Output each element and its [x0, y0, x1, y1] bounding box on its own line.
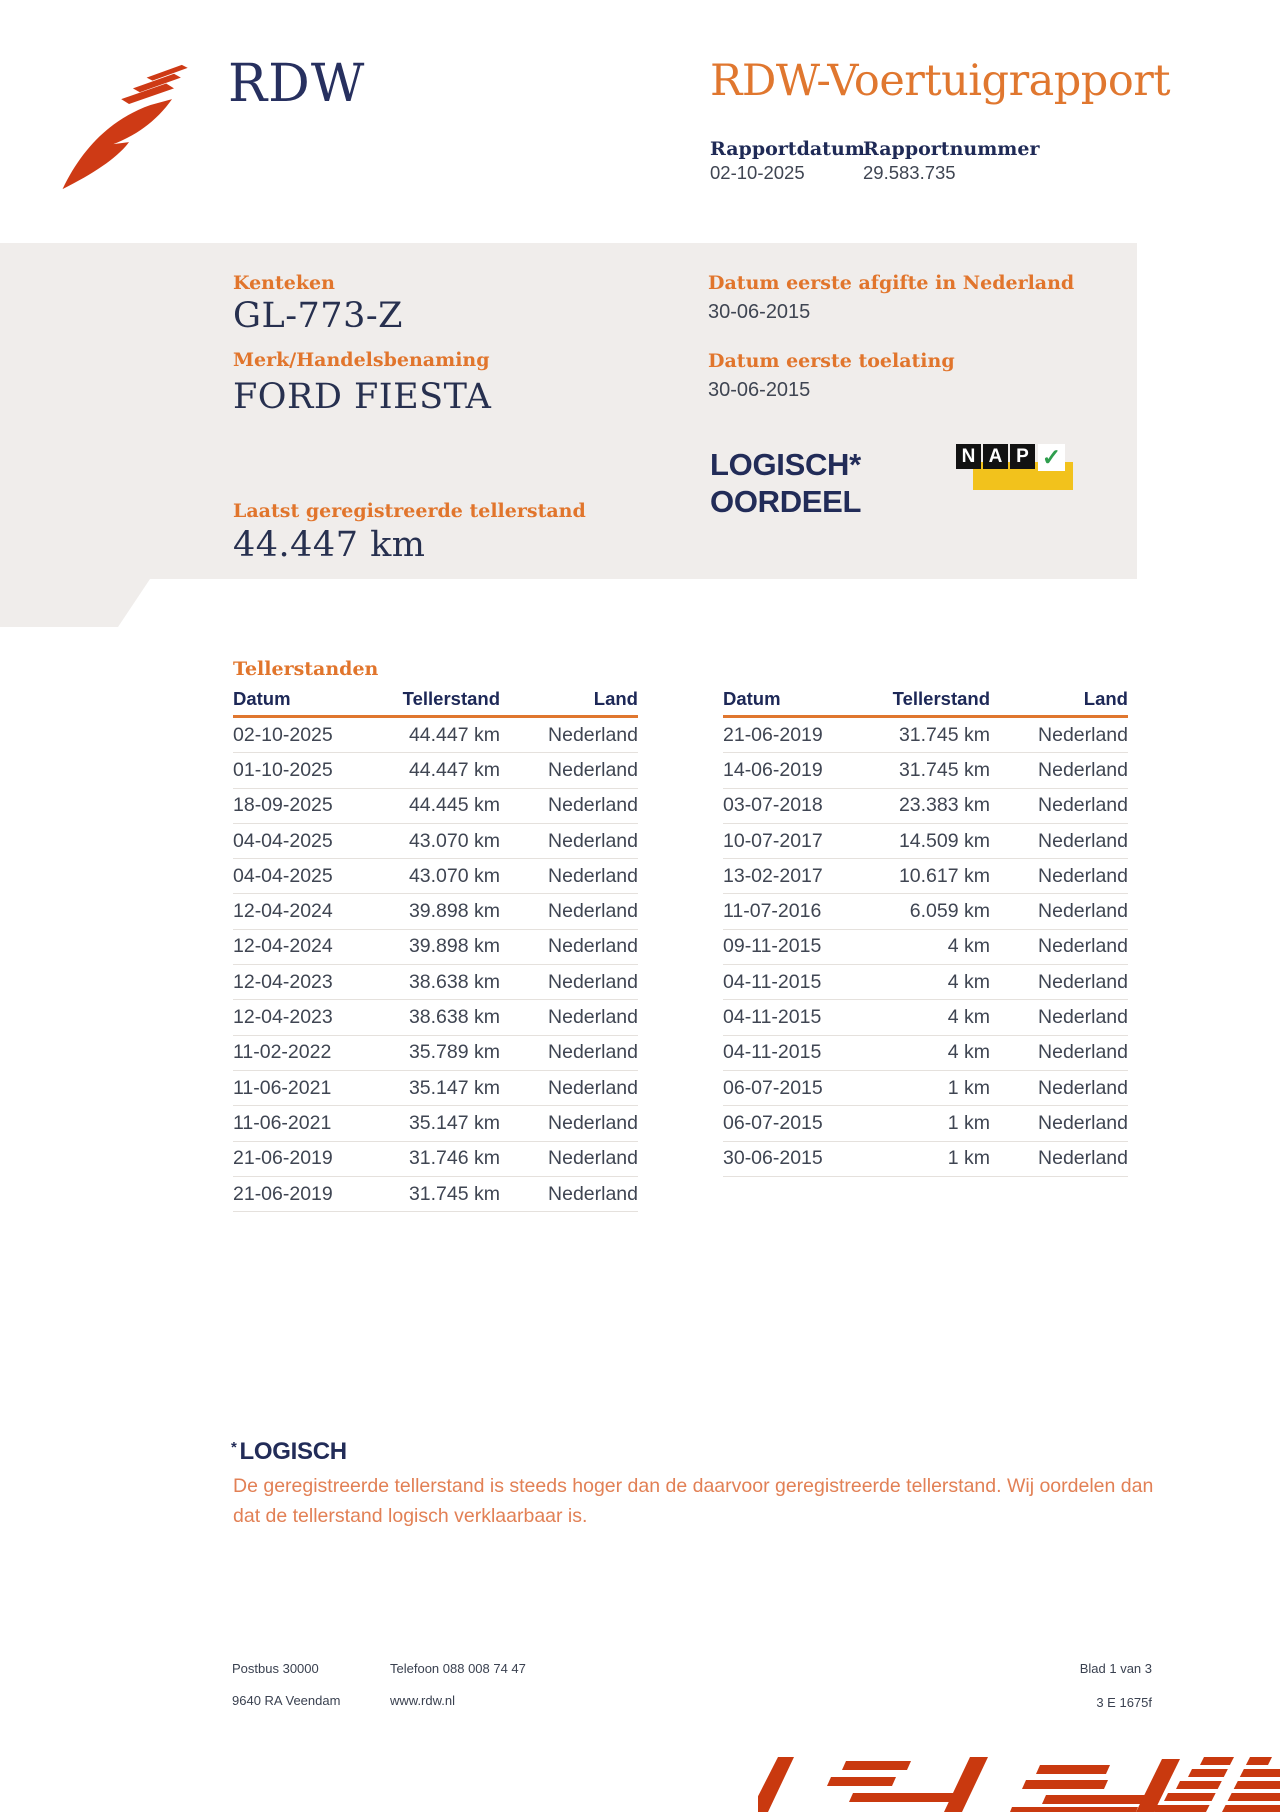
- merk-value: FORD FIESTA: [233, 377, 492, 417]
- footer-doc-code: 3 E 1675f: [1096, 1695, 1152, 1710]
- table-row: [723, 859, 1128, 894]
- datum-cell: 04-11-2015: [723, 1041, 822, 1064]
- tellerstand-cell: 44.445 km: [408, 794, 500, 817]
- datum-cell: 21-06-2019: [233, 1182, 333, 1205]
- land-cell: Nederland: [1038, 1006, 1128, 1029]
- datum-cell: 14-06-2019: [723, 758, 823, 781]
- land-cell: Nederland: [1038, 1076, 1128, 1099]
- report-date-value: 02-10-2025: [710, 162, 805, 183]
- land-cell: Nederland: [548, 1006, 638, 1029]
- datum-cell: 01-10-2025: [233, 758, 333, 781]
- table-row: [233, 1071, 638, 1106]
- land-cell: Nederland: [1038, 723, 1128, 746]
- tellerstand-cell: 1 km: [947, 1076, 990, 1099]
- tellerstand-cell: 38.638 km: [408, 1006, 500, 1029]
- tellerstand-cell: 1 km: [947, 1111, 990, 1134]
- nap-check-icon: ✓: [1041, 444, 1062, 470]
- land-cell: Nederland: [548, 864, 638, 887]
- tellerstand-cell: 14.509 km: [898, 829, 990, 852]
- tellerstand-cell: 31.746 km: [408, 1147, 500, 1170]
- table-row: [723, 718, 1128, 753]
- land-cell: Nederland: [1038, 970, 1128, 993]
- tellerstand-cell: 43.070 km: [408, 829, 500, 852]
- datum-cell: 11-02-2022: [233, 1041, 332, 1064]
- land-cell: Nederland: [1038, 1041, 1128, 1064]
- column-header: Datum: [723, 688, 781, 709]
- oordeel-line1: LOGISCH*: [710, 447, 861, 482]
- datum-cell: 21-06-2019: [233, 1147, 333, 1170]
- nap-letter-a: A: [983, 444, 1008, 469]
- table-header-row: [723, 688, 1128, 718]
- table-row: [723, 753, 1128, 788]
- rdw-wing-logo-icon: [56, 62, 204, 194]
- land-cell: Nederland: [1038, 1111, 1128, 1134]
- land-cell: Nederland: [548, 970, 638, 993]
- table-row: [233, 1000, 638, 1035]
- datum-cell: 12-04-2024: [233, 900, 333, 923]
- land-cell: Nederland: [548, 829, 638, 852]
- tellerstand-cell: 6.059 km: [909, 900, 990, 923]
- tellerstand-cell: 44.447 km: [408, 723, 500, 746]
- land-cell: Nederland: [548, 900, 638, 923]
- table-row: [233, 718, 638, 753]
- footer-website: www.rdw.nl: [390, 1693, 456, 1708]
- report-number-value: 29.583.735: [863, 162, 956, 183]
- merk-label: Merk/Handelsbenaming: [233, 349, 490, 371]
- column-header: Tellerstand: [892, 688, 990, 709]
- table-row: [723, 1142, 1128, 1177]
- nap-letter-n: N: [956, 444, 981, 469]
- datum-cell: 03-07-2018: [723, 794, 823, 817]
- tellerstand-cell: 39.898 km: [408, 900, 500, 923]
- tellerstand-cell: 39.898 km: [408, 935, 500, 958]
- footnote-title: LOGISCH: [239, 1438, 347, 1465]
- table-row: [723, 789, 1128, 824]
- land-cell: Nederland: [548, 1111, 638, 1134]
- land-cell: Nederland: [548, 935, 638, 958]
- table-row: [233, 1142, 638, 1177]
- nap-logo: [956, 444, 1080, 494]
- table-row: [723, 894, 1128, 929]
- footnote-text-line2: dat de tellerstand logisch verklaarbaar is.: [233, 1505, 588, 1527]
- datum-cell: 11-06-2021: [233, 1076, 332, 1099]
- table-row: [723, 1106, 1128, 1141]
- land-cell: Nederland: [548, 1147, 638, 1170]
- tellerstand-cell: 4 km: [947, 1006, 990, 1029]
- datum-cell: 11-07-2016: [723, 900, 822, 923]
- table-row: [233, 789, 638, 824]
- land-cell: Nederland: [1038, 829, 1128, 852]
- vehicle-summary-panel: [0, 243, 1137, 627]
- tellerstanden-table-right: [723, 688, 1128, 1177]
- datum-cell: 21-06-2019: [723, 723, 823, 746]
- column-header: Land: [1083, 688, 1128, 709]
- land-cell: Nederland: [1038, 935, 1128, 958]
- table-row: [723, 1036, 1128, 1071]
- tellerstanden-title: Tellerstanden: [233, 658, 379, 680]
- toelating-label: Datum eerste toelating: [708, 350, 955, 372]
- tellerstand-cell: 35.147 km: [408, 1076, 500, 1099]
- tellerstand-cell: 31.745 km: [898, 723, 990, 746]
- table-header-row: [233, 688, 638, 718]
- table-row: [233, 965, 638, 1000]
- table-row: [233, 824, 638, 859]
- tellerstand-cell: 44.447 km: [408, 758, 500, 781]
- land-cell: Nederland: [548, 1076, 638, 1099]
- tellerstand-cell: 38.638 km: [408, 970, 500, 993]
- oordeel-text: [710, 446, 861, 520]
- land-cell: Nederland: [548, 1041, 638, 1064]
- table-row: [233, 1036, 638, 1071]
- table-row: [233, 894, 638, 929]
- table-row: [233, 1177, 638, 1212]
- table-row: [233, 859, 638, 894]
- tellerstand-cell: 31.745 km: [898, 758, 990, 781]
- datum-cell: 11-06-2021: [233, 1111, 332, 1134]
- column-header: Land: [593, 688, 638, 709]
- land-cell: Nederland: [1038, 794, 1128, 817]
- tellerstand-cell: 10.617 km: [898, 864, 990, 887]
- datum-cell: 02-10-2025: [233, 723, 333, 746]
- land-cell: Nederland: [548, 794, 638, 817]
- footnote-asterisk: *: [231, 1439, 237, 1456]
- datum-cell: 04-04-2025: [233, 829, 333, 852]
- tellerstand-cell: 4 km: [947, 935, 990, 958]
- table-row: [233, 753, 638, 788]
- oordeel-line2: OORDEEL: [710, 484, 862, 519]
- land-cell: Nederland: [1038, 1147, 1128, 1170]
- column-header: Datum: [233, 688, 291, 709]
- table-row: [723, 1071, 1128, 1106]
- land-cell: Nederland: [548, 723, 638, 746]
- datum-cell: 30-06-2015: [723, 1147, 823, 1170]
- report-number-label: Rapportnummer: [863, 138, 1040, 160]
- land-cell: Nederland: [548, 1182, 638, 1205]
- datum-cell: 12-04-2023: [233, 970, 333, 993]
- datum-cell: 13-02-2017: [723, 864, 823, 887]
- afgifte-label: Datum eerste afgifte in Nederland: [708, 272, 1075, 294]
- tellerstand-cell: 35.147 km: [408, 1111, 500, 1134]
- column-header: Tellerstand: [402, 688, 500, 709]
- tellerstand-cell: 4 km: [947, 970, 990, 993]
- datum-cell: 10-07-2017: [723, 829, 823, 852]
- footer-phone: Telefoon 088 008 74 47: [390, 1661, 526, 1676]
- rdw-logo-text: RDW: [228, 54, 366, 114]
- tellerstand-cell: 1 km: [947, 1147, 990, 1170]
- land-cell: Nederland: [1038, 758, 1128, 781]
- land-cell: Nederland: [1038, 864, 1128, 887]
- toelating-value: 30-06-2015: [708, 379, 811, 401]
- datum-cell: 04-11-2015: [723, 970, 822, 993]
- datum-cell: 09-11-2015: [723, 935, 822, 958]
- land-cell: Nederland: [1038, 900, 1128, 923]
- datum-cell: 04-04-2025: [233, 864, 333, 887]
- kenteken-label: Kenteken: [233, 272, 335, 294]
- datum-cell: 12-04-2023: [233, 1006, 333, 1029]
- table-row: [723, 824, 1128, 859]
- tellerstand-cell: 43.070 km: [408, 864, 500, 887]
- footer-address-line2: 9640 RA Veendam: [232, 1693, 341, 1708]
- datum-cell: 06-07-2015: [723, 1111, 823, 1134]
- footnote-heading: [231, 1440, 347, 1464]
- land-cell: Nederland: [548, 758, 638, 781]
- kenteken-value: GL-773-Z: [233, 296, 403, 336]
- nap-check-box: [1038, 444, 1065, 471]
- table-row: [233, 930, 638, 965]
- datum-cell: 06-07-2015: [723, 1076, 823, 1099]
- tellerstand-cell: 23.383 km: [898, 794, 990, 817]
- footer-page-number: Blad 1 van 3: [1079, 1661, 1152, 1676]
- tellerstand-cell: 35.789 km: [408, 1041, 500, 1064]
- datum-cell: 18-09-2025: [233, 794, 333, 817]
- tellerstand-cell: 4 km: [947, 1041, 990, 1064]
- laatste-tellerstand-value: 44.447 km: [233, 525, 426, 565]
- footnote-text-line1: De geregistreerde tellerstand is steeds hoger dan de daarvoor geregistreerde tellerstand. Wij oordelen dan: [233, 1475, 1154, 1497]
- footnote-text: [233, 1471, 1193, 1531]
- nap-letter-p: P: [1010, 444, 1035, 469]
- table-row: [233, 1106, 638, 1141]
- datum-cell: 12-04-2024: [233, 935, 333, 958]
- laatste-tellerstand-label: Laatst geregistreerde tellerstand: [233, 500, 586, 522]
- tellerstanden-table-left: [233, 688, 638, 1212]
- report-date-label: Rapportdatum: [710, 138, 865, 160]
- table-row: [723, 1000, 1128, 1035]
- afgifte-value: 30-06-2015: [708, 301, 811, 323]
- table-row: [723, 930, 1128, 965]
- tellerstand-cell: 31.745 km: [408, 1182, 500, 1205]
- footer-address-line1: Postbus 30000: [232, 1661, 319, 1676]
- page-title: RDW-Voertuigrapport: [710, 56, 1171, 106]
- table-row: [723, 965, 1128, 1000]
- datum-cell: 04-11-2015: [723, 1006, 822, 1029]
- rdw-stripes-graphic-icon: [758, 1757, 1280, 1812]
